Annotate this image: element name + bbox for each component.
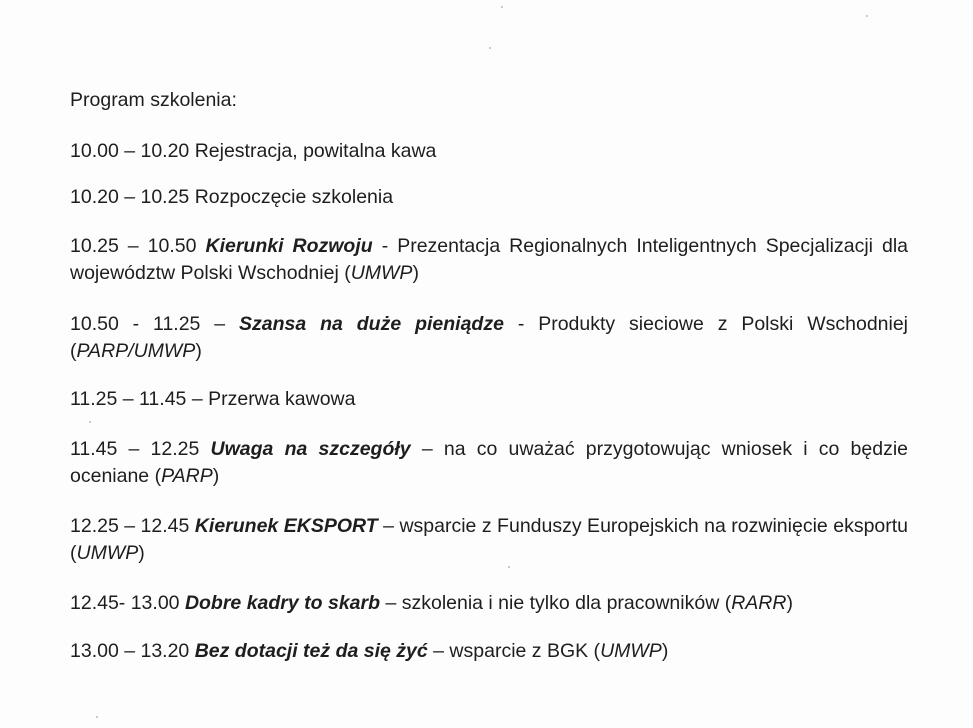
- schedule-entry: 12.45- 13.00 Dobre kadry to skarb – szkolenia i nie tylko dla pracowników (RARR): [70, 592, 793, 614]
- entry-title: Dobre kadry to skarb: [184, 592, 381, 614]
- schedule-entry: [70, 386, 908, 413]
- entry-organizer: PARP/UMWP: [76, 340, 196, 362]
- entry-description: Produkty sieciowe z Polski Wschodniej: [538, 313, 909, 335]
- entry-title: Bez dotacji też da się żyć: [194, 640, 428, 662]
- scan-speck: [866, 15, 868, 17]
- entry-title: Kierunki Rozwoju: [205, 235, 373, 257]
- entry-time: 11.25 – 11.45: [70, 388, 187, 410]
- entry-dash: -: [517, 313, 525, 335]
- entry-time: 10.00 – 10.20: [70, 140, 190, 162]
- entry-time: 12.25 – 12.45: [70, 515, 190, 537]
- entry-title: Uwaga na szczegóły: [210, 438, 411, 460]
- entry-separator: –: [214, 313, 226, 335]
- schedule-entry: 11.45 – 12.25 Uwaga na szczegóły – na co uważać przygotowując wniosek i co będzie oceniane (PARP): [70, 438, 909, 487]
- schedule-entry: 12.25 – 12.45 Kierunek EKSPORT – wsparcie z Funduszy Europejskich na rozwinięcie eksportu (UMWP): [70, 515, 909, 564]
- entry-title: Kierunek EKSPORT: [194, 515, 378, 537]
- entry-time: 10.25 – 10.50: [70, 235, 197, 257]
- entry-description: Rozpoczęcie szkolenia: [194, 186, 394, 208]
- entry-time: 11.45 – 12.25: [70, 438, 200, 460]
- schedule-entry: 13.00 – 13.20 Bez dotacji też da się żyć – wsparcie z BGK (UMWP): [70, 640, 669, 662]
- entry-organizer: UMWP: [350, 262, 413, 284]
- scan-speck: [489, 47, 491, 49]
- schedule-entry: 10.25 – 10.50 Kierunki Rozwoju - Prezentacja Regionalnych Inteligentnych Specjalizacji dla województw Polski Wschodniej (UMWP): [70, 235, 909, 284]
- program-heading: Program szkolenia:: [70, 89, 237, 111]
- entry-dash: -: [381, 235, 389, 257]
- entry-organizer: RARR: [731, 592, 787, 614]
- entry-description: wsparcie z BGK: [449, 640, 589, 662]
- entry-time: 13.00 – 13.20: [70, 640, 190, 662]
- entry-title: Szansa na duże pieniądze: [239, 313, 504, 335]
- entry-organizer: UMWP: [76, 542, 139, 564]
- entry-description: Przerwa kawowa: [208, 388, 356, 410]
- entry-separator: –: [191, 388, 203, 410]
- entry-time: 10.50 - 11.25: [70, 313, 201, 335]
- entry-dash: –: [383, 515, 394, 537]
- entry-dash: –: [421, 438, 433, 460]
- entry-dash: –: [433, 640, 444, 662]
- entry-organizer: PARP: [161, 465, 213, 487]
- schedule-entry: [70, 184, 908, 211]
- entry-description: Prezentacja Regionalnych Inteligentnych Specjalizacji dla województw Polski Wschodniej: [70, 235, 909, 284]
- scan-speck: [501, 6, 503, 8]
- schedule-entry: [70, 138, 908, 165]
- entry-dash: –: [385, 592, 397, 614]
- entry-description: wsparcie z Funduszy Europejskich na rozwinięcie eksportu: [399, 515, 909, 537]
- entry-description: na co uważać przygotowując wniosek i co będzie oceniane: [70, 438, 909, 487]
- entry-description: Rejestracja, powitalna kawa: [194, 140, 437, 162]
- entry-time: 12.45- 13.00: [70, 592, 180, 614]
- entry-time: 10.20 – 10.25: [70, 186, 190, 208]
- entry-description: szkolenia i nie tylko dla pracowników: [401, 592, 720, 614]
- entry-organizer: UMWP: [600, 640, 662, 662]
- scan-speck: [96, 716, 98, 718]
- scan-speck: [89, 421, 91, 423]
- schedule-entry: 10.50 - 11.25 – Szansa na duże pieniądze - Produkty sieciowe z Polski Wschodniej (PARP/UMWP): [70, 313, 909, 362]
